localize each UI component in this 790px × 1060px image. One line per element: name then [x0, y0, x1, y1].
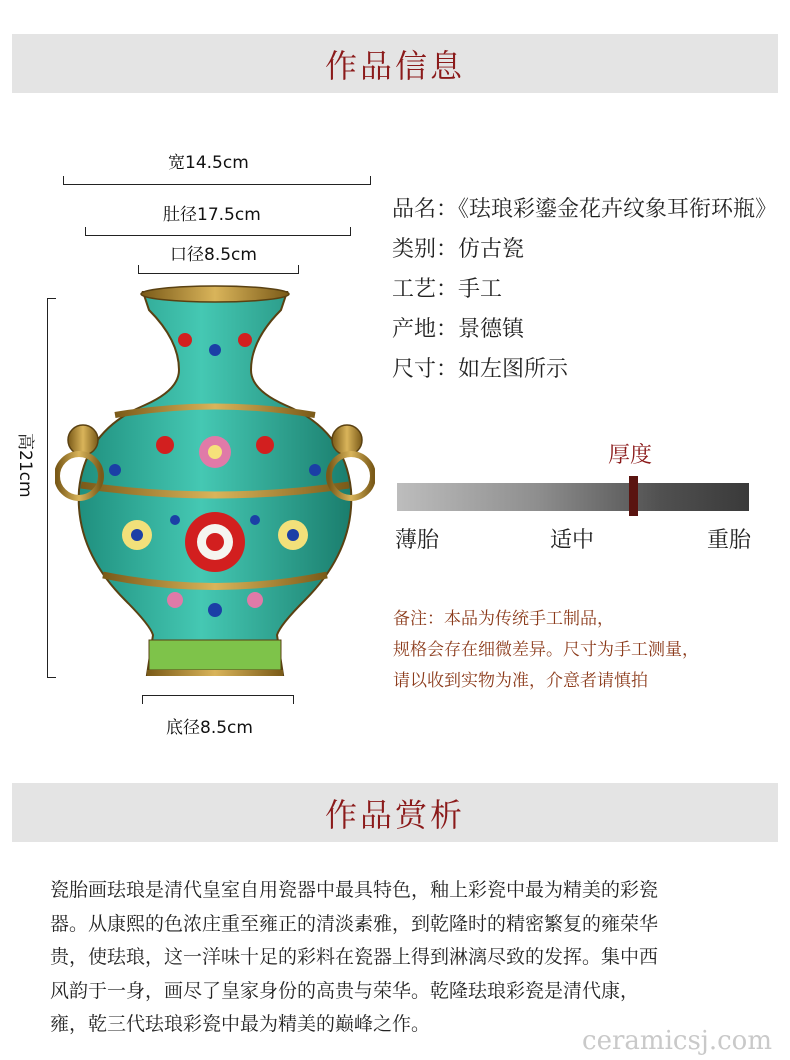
- info-origin: 产地：景德镇: [392, 317, 525, 342]
- product-info: [392, 192, 777, 392]
- appreciation-line: 瓷胎画珐琅是清代皇室自用瓷器中最具特色，釉上彩瓷中最为精美的彩瓷: [50, 879, 659, 901]
- section-banner-appreciation: [12, 783, 778, 842]
- note-line: 规格会存在细微差异。尺寸为手工测量，: [393, 640, 699, 660]
- note-line: 请以收到实物为准，介意者请慎拍: [393, 671, 648, 691]
- note-block: [393, 604, 699, 697]
- section-banner-info: [12, 34, 778, 93]
- info-name: 品名：《珐琅彩鎏金花卉纹象耳衔环瓶》: [392, 197, 778, 222]
- vase-image: [55, 280, 375, 690]
- note-line: 备注：本品为传统手工制品，: [393, 609, 614, 629]
- mouth-bracket: [138, 265, 299, 274]
- thickness-scale-bar: [397, 483, 749, 511]
- info-craft: 工艺：手工: [392, 277, 503, 302]
- belly-bracket: [85, 227, 351, 236]
- thickness-marker: [629, 476, 638, 516]
- appreciation-paragraph: [50, 874, 750, 1042]
- thickness-thin-label: 薄胎: [395, 528, 440, 553]
- section-title-info: 作品信息: [324, 46, 465, 85]
- appreciation-line: 贵，使珐琅，这一洋味十足的彩料在瓷器上得到淋漓尽致的发挥。集中西: [50, 946, 659, 968]
- width-label: 宽14.5cm: [168, 153, 249, 173]
- base-bracket: [142, 695, 294, 704]
- thickness-title: 厚度: [607, 443, 652, 468]
- belly-label: 肚径17.5cm: [163, 205, 261, 225]
- width-bracket: [63, 176, 371, 185]
- thickness-heavy-label: 重胎: [707, 528, 752, 553]
- base-label: 底径8.5cm: [166, 718, 253, 738]
- height-label: 高21cm: [15, 433, 35, 498]
- appreciation-line: 雍，乾三代珐琅彩瓷中最为精美的巅峰之作。: [50, 1013, 431, 1035]
- info-category: 类别：仿古瓷: [392, 237, 525, 262]
- watermark: ceramicsj.com: [582, 1026, 772, 1056]
- appreciation-line: 器。从康熙的色浓庄重至雍正的清淡素雅，到乾隆时的精密繁复的雍荣华: [50, 912, 659, 935]
- mouth-label: 口径8.5cm: [170, 245, 257, 265]
- section-title-appreciation: 作品赏析: [324, 795, 465, 834]
- thickness-medium-label: 适中: [550, 528, 595, 553]
- info-size: 尺寸：如左图所示: [392, 357, 569, 382]
- appreciation-line: 风韵于一身，画尽了皇家身份的高贵与荣华。乾隆珐琅彩瓷是清代康，: [50, 979, 640, 1002]
